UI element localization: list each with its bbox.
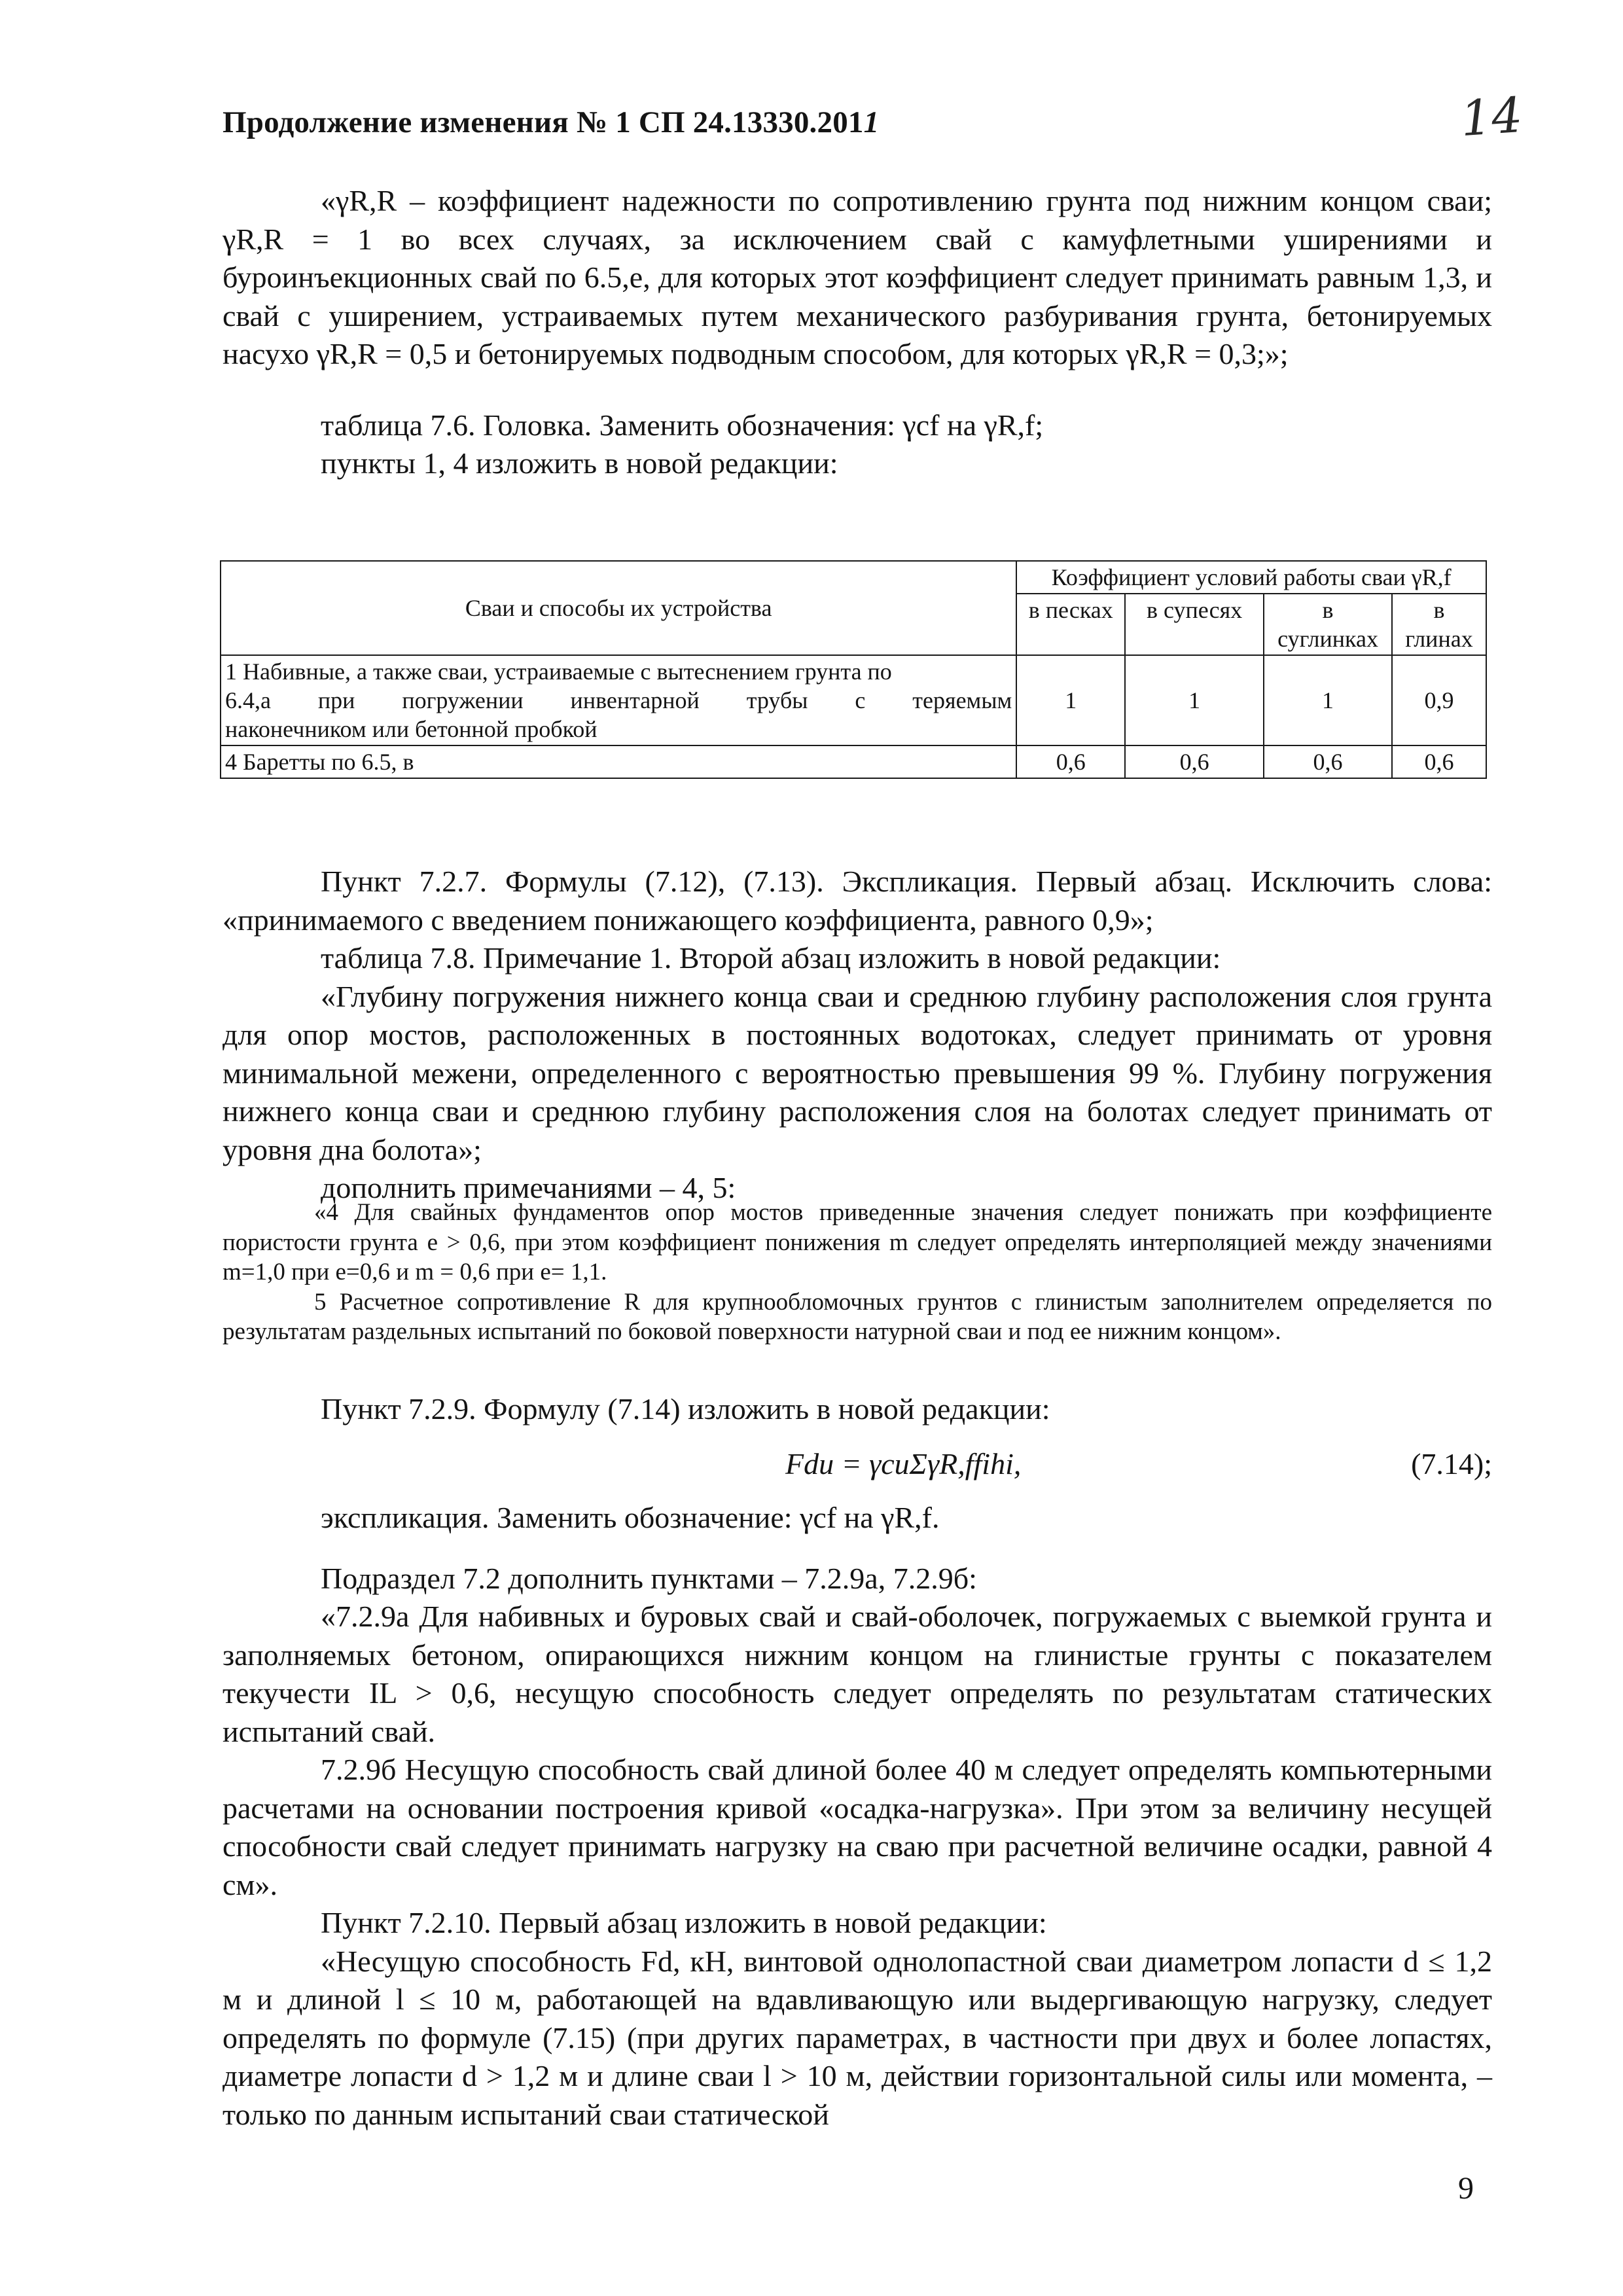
paragraph-quote: «Глубину погружения нижнего конца сваи и среднюю глубину расположения слоя грунта для опор мостов, расположенных в постоянных водотоках, следует принимать от уровня минимальной межени, определенного с вероятностью превышения 99 %. Глубину погружения нижнего конца сваи и среднюю глубину расположения слоя на болотах следует принимать от уровня дна болота»; xyxy=(223,979,1492,1166)
table-cell: 0,6 xyxy=(1392,745,1486,778)
table-cell: 0,6 xyxy=(1125,745,1264,778)
table-cell: 0,9 xyxy=(1392,655,1486,745)
table-cell: 1 xyxy=(1264,655,1392,745)
note-5: 5 Расчетное сопротивление R для крупнообломочных грунтов с глинистым заполнителем определяется по результатам раздельных испытаний по боковой поверхности натурной сваи и под ее нижним концом». xyxy=(223,1288,1492,1345)
table-row xyxy=(221,745,1486,778)
table-cell: 1 xyxy=(1125,655,1264,745)
handwritten-page-number: 14 xyxy=(1459,86,1525,148)
formula-7-14: Fdu = γcuΣγR,ffihi, xyxy=(785,1447,1022,1480)
header-title: Продолжение изменения № 1 СП 24.13330.201 xyxy=(223,105,864,139)
table-subcol: в супесях xyxy=(1125,594,1264,655)
coefficient-table xyxy=(220,560,1487,779)
table-row-desc: 1 Набивные, а также сваи, устраиваемые с вытеснением грунта по 6.4,а при погружении инвентарной трубы с теряемым наконечником или бетонной пробкой xyxy=(221,655,1016,745)
header-title-tail: 1 xyxy=(863,105,880,139)
notes-block xyxy=(223,1198,1492,1347)
table-cell: 0,6 xyxy=(1016,745,1125,778)
paragraph-7-2-additions: Подраздел 7.2 дополнить пунктами – 7.2.9а, 7.2.9б: xyxy=(321,1561,977,1595)
table-subcol: в глинах xyxy=(1392,594,1486,655)
table-cell: 0,6 xyxy=(1264,745,1392,778)
table-header-row xyxy=(221,561,1486,594)
body-block-3 xyxy=(223,1499,1492,2134)
body-block-1 xyxy=(223,863,1492,1208)
table-col-main: Сваи и способы их устройства xyxy=(221,561,1016,655)
table-subcol: в суглинках xyxy=(1264,594,1392,655)
intro-table-heading-note: таблица 7.6. Головка. Заменить обозначения: γcf на γR,f; xyxy=(321,408,1044,442)
paragraph-7-2-9a: «7.2.9а Для набивных и буровых свай и свай-оболочек, погружаемых с выемкой грунта и заполняемых бетоном, опирающихся нижним концом на глинистые грунты с показателем текучести IL > 0,6, несущую способность следует определять по результатам статических испытаний свай. xyxy=(223,1600,1492,1748)
formula-number: (7.14); xyxy=(1411,1447,1492,1480)
formula-line xyxy=(223,1445,1492,1484)
paragraph-bearing-capacity: «Несущую способность Fd, кН, винтовой однолопастной сваи диаметром лопасти d ≤ 1,2 м и длиной l ≤ 10 м, работающей на вдавливающую или выдергивающую нагрузку, следует определять по формуле (7.15) (при других параметрах, в частности при двух и более лопастях, диаметре лопасти d > 1,2 м и длине сваи l > 10 м, действии горизонтальной силы или момента, – только по данным испытаний сваи статической xyxy=(223,1944,1492,2131)
paragraph-explication: экспликация. Заменить обозначение: γcf на γR,f. xyxy=(321,1501,940,1534)
intro-block xyxy=(223,182,1492,483)
paragraph-7-2-7: Пункт 7.2.7. Формулы (7.12), (7.13). Экспликация. Первый абзац. Исключить слова: «принимаемого с введением понижающего коэффициента, равного 0,9»; xyxy=(223,865,1492,937)
note-4: «4 Для свайных фундаментов опор мостов приведенные значения следует понижать при коэффициенте пористости грунта е > 0,6, при этом коэффициент понижения m следует определять интерполяцией между значениями m=1,0 при е=0,6 и m = 0,6 при е= 1,1. xyxy=(223,1199,1492,1285)
table-subcol: в песках xyxy=(1016,594,1125,655)
table-cell: 1 xyxy=(1016,655,1125,745)
paragraph-7-2-9b: 7.2.9б Несущую способность свай длиной более 40 м следует определять компьютерными расчетами на основании построения кривой «осадка-нагрузка». При этом за величину несущей способности свай следует принимать нагрузку на сваю при расчетной величине осадки, равной 4 см». xyxy=(223,1753,1492,1901)
table-row xyxy=(221,655,1486,745)
body-block-2 xyxy=(223,1390,1492,1429)
table-col-group: Коэффициент условий работы сваи γR,f xyxy=(1016,561,1486,594)
paragraph-7-2-9: Пункт 7.2.9. Формулу (7.14) изложить в новой редакции: xyxy=(321,1392,1050,1426)
table-row-desc: 4 Баретты по 6.5, в xyxy=(221,745,1016,778)
intro-items-note: пункты 1, 4 изложить в новой редакции: xyxy=(321,446,838,480)
paragraph-add-notes: дополнить примечаниями – 4, 5: xyxy=(321,1171,736,1204)
page-header xyxy=(223,105,879,140)
page-number: 9 xyxy=(1458,2171,1474,2206)
paragraph-7-2-10: Пункт 7.2.10. Первый абзац изложить в новой редакции: xyxy=(321,1906,1047,1939)
paragraph-table-7-8: таблица 7.8. Примечание 1. Второй абзац изложить в новой редакции: xyxy=(321,941,1221,975)
intro-paragraph-gamma: «γR,R – коэффициент надежности по сопротивлению грунта под нижним концом сваи; γR,R = 1 во всех случаях, за исключением свай с камуфлетными уширениями и буроинъекционных свай по 6.5,е, для которых этот коэффициент следует принимать равным 1,3, и свай с уширением, устраиваемых путем механического разбуривания грунта, бетонируемых насухо γR,R = 0,5 и бетонируемых подводным способом, для которых γR,R = 0,3;»; xyxy=(223,184,1492,370)
